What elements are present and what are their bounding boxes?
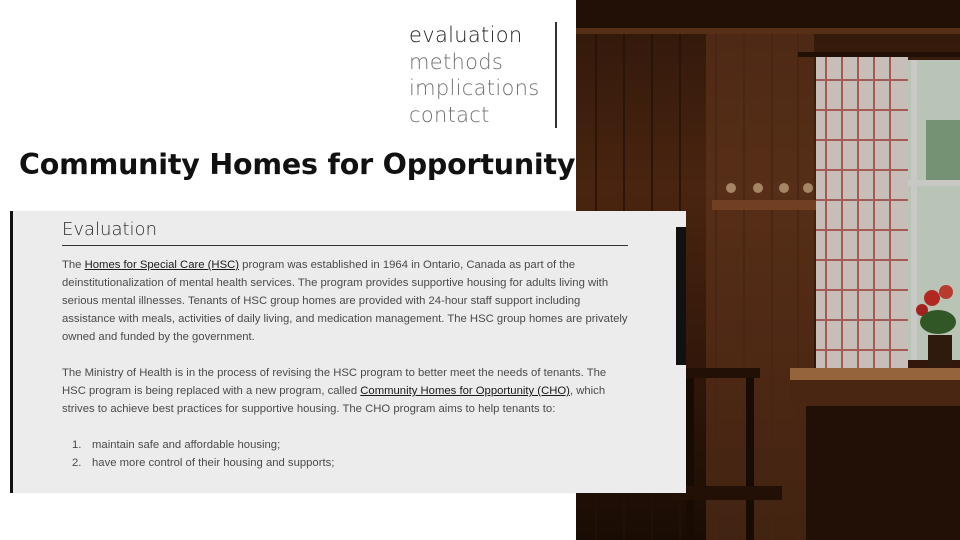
- cho-link[interactable]: Community Homes for Opportunity (CHO): [360, 385, 570, 397]
- list-text: maintain safe and affordable housing;: [92, 439, 281, 451]
- list-number: 1.: [72, 439, 82, 451]
- evaluation-card: [10, 211, 686, 493]
- paragraph-text: program was established in 1964 in Ontario, Canada as part of the deinstitutionalization of mental health services. The program provides supportive housing for adults living with serious mental illnesses. Tenants of HSC group homes are provided with 24-hour staff support including assistance with meals, activities of daily living, and medication management. The HSC group homes are privately owned and funded by the government.: [62, 259, 628, 343]
- paragraph-text: The Ministry of Health is in the process of revising the HSC program to better meet the needs of tenants. The HSC program is being replaced with a new program, called: [62, 367, 607, 397]
- section-heading: Evaluation: [62, 219, 628, 246]
- paragraph-cho: [62, 364, 628, 418]
- page-title: Community Homes for Opportunity: [19, 148, 576, 181]
- nav-item-methods[interactable]: methods: [409, 49, 504, 74]
- list-number: 2.: [72, 457, 82, 469]
- paragraph-text: The: [62, 259, 85, 271]
- list-item: [62, 454, 628, 472]
- nav-divider: [555, 22, 557, 128]
- section-nav: [409, 22, 539, 128]
- paragraph-text: , which strives to achieve best practices for supportive housing. The CHO program aims to help tenants to:: [62, 385, 606, 415]
- nav-item-implications[interactable]: implications: [409, 76, 540, 100]
- list-item: [62, 436, 628, 454]
- hsc-link[interactable]: Homes for Special Care (HSC): [84, 259, 240, 271]
- nav-item-contact[interactable]: contact: [409, 102, 490, 127]
- evaluation-content[interactable]: [62, 219, 628, 472]
- goals-list: [62, 436, 628, 472]
- list-text: have more control of their housing and supports;: [92, 457, 335, 469]
- nav-item-evaluation[interactable]: evaluation: [409, 23, 523, 47]
- paragraph-hsc: [62, 256, 628, 346]
- scrollbar-thumb[interactable]: [676, 227, 686, 365]
